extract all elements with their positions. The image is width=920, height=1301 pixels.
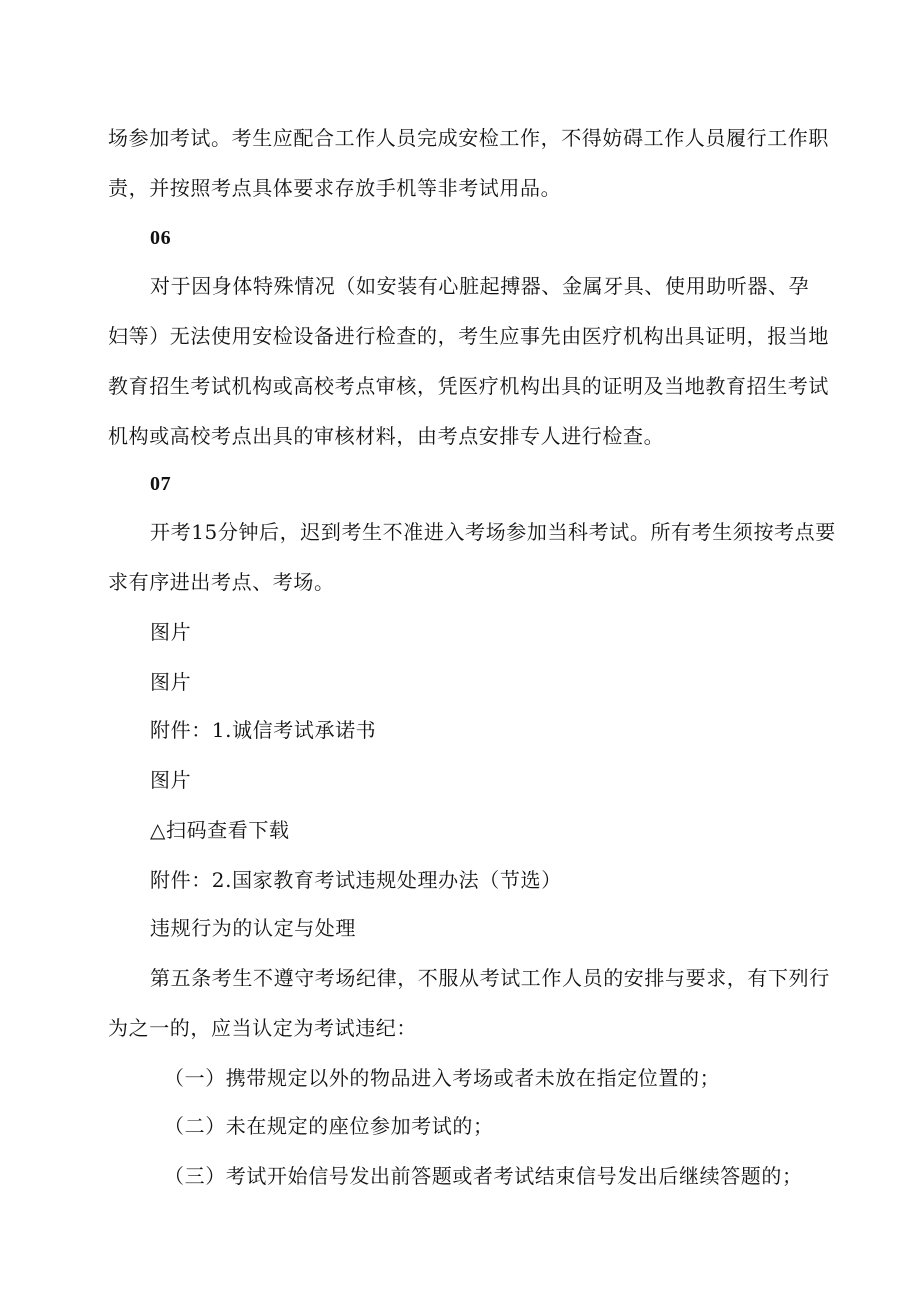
list-item: （二）未在规定的座位参加考试的； — [164, 1114, 494, 1138]
list-item: （一）携带规定以外的物品进入考场或者未放在指定位置的； — [164, 1066, 721, 1090]
scan-download-note: △扫码查看下载 — [150, 818, 290, 842]
article5-line1: 第五条考生不遵守考场纪律，不服从考试工作人员的安排与要求，有下列行 — [150, 966, 830, 990]
image-placeholder-label: 图片 — [150, 670, 192, 694]
para2-line4: 机构或高校考点出具的审核材料，由考点安排专人进行检查。 — [108, 424, 665, 448]
section-subtitle: 违规行为的认定与处理 — [150, 916, 356, 940]
article5-line2: 为之一的，应当认定为考试违纪： — [108, 1016, 417, 1040]
section-heading-07: 07 — [150, 473, 172, 495]
attachment-1-title: 附件：1.诚信考试承诺书 — [150, 718, 377, 742]
attachment-2-title: 附件：2.国家教育考试违规处理办法（节选） — [150, 868, 562, 892]
image-placeholder-label: 图片 — [150, 768, 192, 792]
image-placeholder-label: 图片 — [150, 620, 192, 644]
para2-line3: 教育招生考试机构或高校考点审核，凭医疗机构出具的证明及当地教育招生考试 — [108, 374, 829, 398]
list-item: （三）考试开始信号发出前答题或者考试结束信号发出后继续答题的； — [164, 1164, 803, 1188]
section-heading-06: 06 — [150, 227, 172, 249]
para1-line2: 责，并按照考点具体要求存放手机等非考试用品。 — [108, 176, 562, 200]
para3-line2: 求有序进出考点、考场。 — [108, 570, 335, 594]
para2-line1: 对于因身体特殊情况（如安装有心脏起搏器、金属牙具、使用助听器、孕 — [150, 274, 810, 298]
para3-line1: 开考15分钟后，迟到考生不准进入考场参加当科考试。所有考生须按考点要 — [150, 520, 836, 544]
para2-line2: 妇等）无法使用安检设备进行检查的，考生应事先由医疗机构出具证明，报当地 — [108, 324, 829, 348]
para1-line1: 场参加考试。考生应配合工作人员完成安检工作，不得妨碍工作人员履行工作职 — [108, 126, 829, 150]
